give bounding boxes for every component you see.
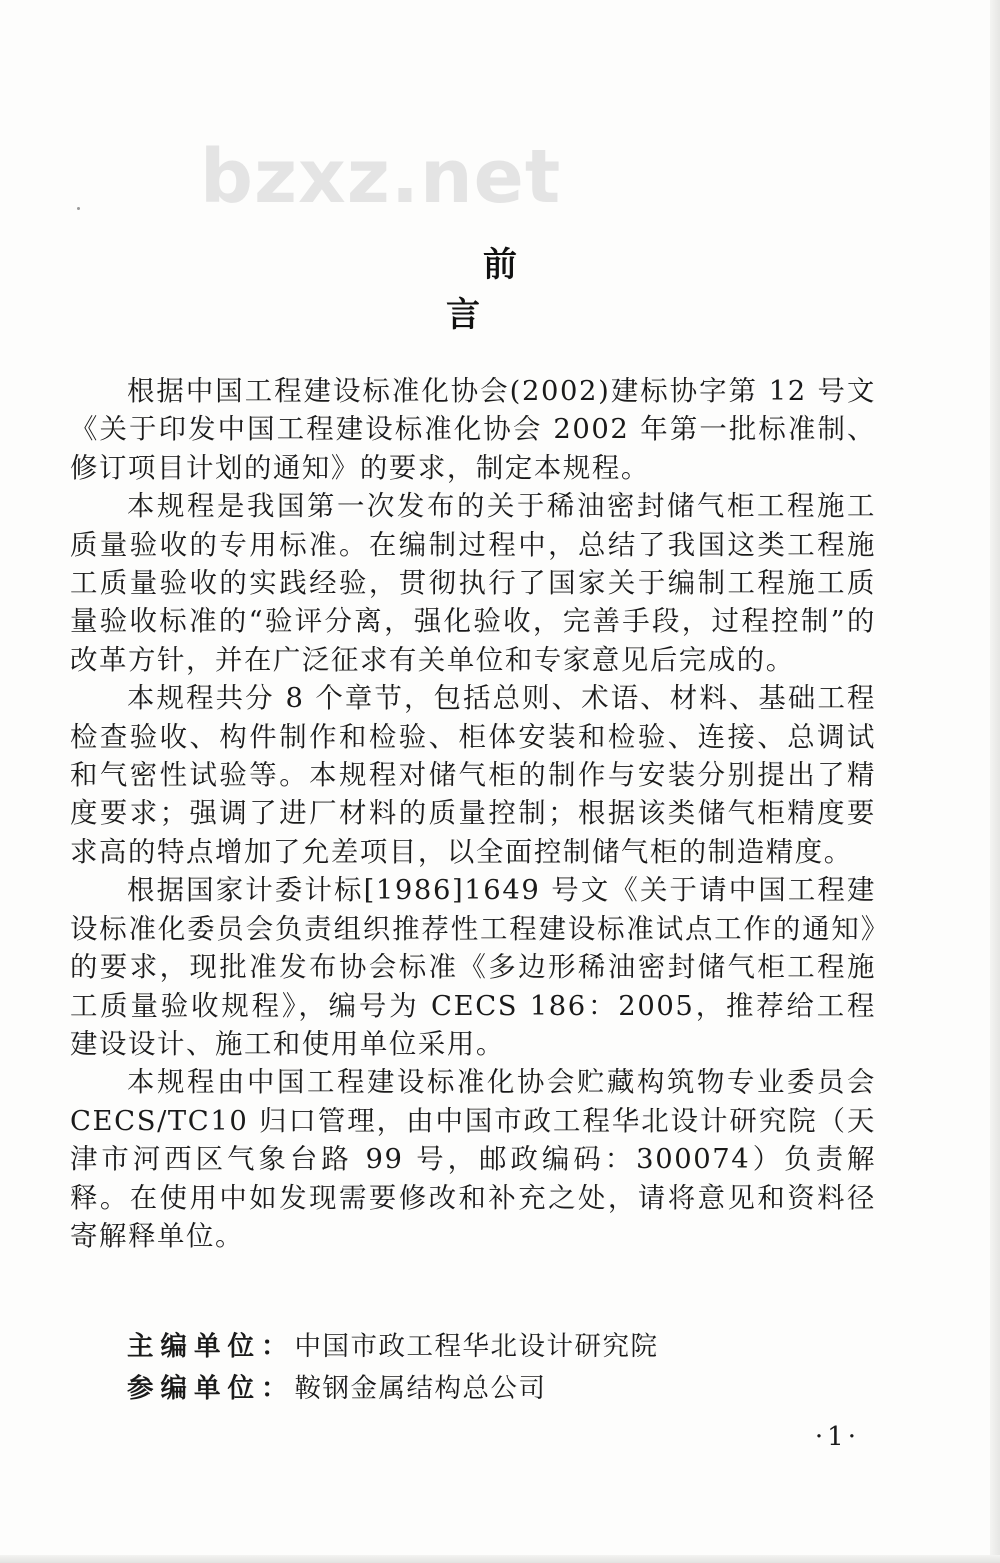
page-title: 前言 [446,245,591,335]
paragraph: 本规程是我国第一次发布的关于稀油密封储气柜工程施工质量验收的专用标准。在编制过程中，总结了我国这类工程施工质量验收的实践经验，贯彻执行了国家关于编制工程施工质量验收标准的“验评分离，强化验收，完善手段，过程控制”的改革方针，并在广泛征求有关单位和专家意见后完成的。 [70,491,876,676]
participating-editor-label: 参编单位： [127,1373,295,1404]
preface-body [70,373,876,1256]
chief-editor-value: 中国市政工程华北设计研究院 [294,1331,659,1362]
paragraph: 根据国家计委计标[1986]1649 号文《关于请中国工程建设标准化委员会负责组织推荐性工程建设标准试点工作的通知》的要求，现批准发布协会标准《多边形稀油密封储气柜工程施工质量验收规程》，编号为 CECS 186：2005，推荐给工程建设设计、施工和使用单位采用。 [70,875,876,1060]
page-edge-right [990,0,1000,1563]
chief-editor-label: 主编单位： [127,1331,295,1362]
paragraph: 本规程由中国工程建设标准化协会贮藏构筑物专业委员会 CECS/TC10 归口管理，由中国市政工程华北设计研究院（天津市河西区气象台路 99 号，邮政编码：300074）负责解释。在使用中如发现需要修改和补充之处，请将意见和资料径寄解释单位。 [70,1067,876,1252]
paragraph: 本规程共分 8 个章节，包括总则、术语、材料、基础工程检查验收、构件制作和检验、柜体安装和检验、连接、总调试和气密性试验等。本规程对储气柜的制作与安装分别提出了精度要求；强调了进厂材料的质量控制；根据该类储气柜精度要求高的特点增加了允差项目，以全面控制储气柜的制造精度。 [70,683,876,868]
watermark: bzxz.net [200,134,562,220]
page-edge-bottom [0,1555,1000,1563]
scan-speck [77,207,80,210]
participating-editor-line [127,1370,547,1408]
paragraph: 根据中国工程建设标准化协会(2002)建标协字第 12 号文《关于印发中国工程建设标准化协会 2002 年第一批标准制、修订项目计划的通知》的要求，制定本规程。 [70,376,876,484]
chief-editor-line [127,1328,659,1366]
page-number: ·1· [814,1422,860,1452]
participating-editor-value: 鞍钢金属结构总公司 [294,1373,547,1404]
